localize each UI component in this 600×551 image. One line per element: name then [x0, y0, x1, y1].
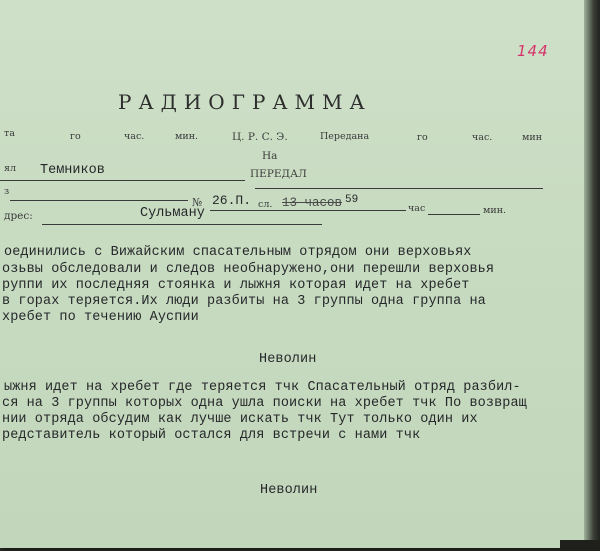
page-corner	[560, 540, 600, 551]
form-label-iz: з	[4, 186, 10, 197]
form-label-sender: ял	[4, 163, 17, 174]
message-line: в горах теряется.Их люди разбиты на 3 группы одна группа на	[2, 294, 486, 309]
signature: Неволин	[259, 352, 317, 367]
sender-name: Темников	[40, 163, 105, 178]
iz-rule	[10, 200, 188, 201]
message-line: ыжня идет на хребет где теряется тчк Спасательный отряд разбил-	[4, 380, 521, 395]
form-label-ta: та	[4, 128, 15, 139]
form-label-chas: час.	[124, 131, 145, 142]
peredal-rule	[255, 188, 543, 189]
min-label: мин.	[483, 205, 507, 216]
message-line: нии отряда обсудим как лучше искать тчк Тут только один их	[2, 412, 478, 427]
number-label: №	[192, 196, 203, 209]
signature: Неволин	[260, 483, 318, 498]
addressee: Сульману	[140, 206, 205, 221]
message-line: редставитель который остался для встречи с нами тчк	[2, 428, 421, 443]
chas-label: час	[408, 203, 426, 214]
struck-time: 13 часов	[282, 196, 343, 210]
form-label-na: На	[262, 150, 278, 162]
message-line: озьвы обследовали и следов необнаружено,они перешли верховья	[2, 262, 495, 277]
form-label-center: Ц. Р. С. Э.	[232, 131, 288, 143]
document-title: РАДИОГРАММА	[118, 90, 372, 114]
form-label-peredana: Передана	[320, 131, 370, 142]
form-label-min2: мин	[522, 132, 543, 143]
sl-label: сл.	[258, 199, 273, 210]
message-line: руппи их последняя стоянка и лыжня которая идет на хребет	[2, 278, 470, 293]
form-label-peredal: ПЕРЕДАЛ	[250, 168, 307, 180]
address-label: дрес:	[4, 210, 33, 222]
form-label-min: мин.	[175, 131, 199, 142]
page-edge	[584, 0, 600, 551]
time-minutes: 59	[345, 194, 359, 206]
number-value: 26.П.	[212, 193, 252, 208]
form-label-go: го	[70, 131, 81, 142]
message-line: хребет по течению Ауспии	[2, 310, 199, 325]
message-line: ся на 3 группы которых одна ушла поиски на хребет тчк По возвращ	[2, 396, 527, 411]
sender-rule	[0, 180, 245, 181]
handwritten-page-number: 144	[517, 42, 549, 60]
message-line: оединились с Вижайским спасательным отрядом они верховьях	[4, 245, 472, 260]
form-label-go2: го	[417, 132, 428, 143]
form-label-chas2: час.	[472, 132, 493, 143]
chas-rule	[428, 214, 480, 215]
address-rule	[42, 224, 322, 225]
number-rule	[210, 210, 406, 211]
